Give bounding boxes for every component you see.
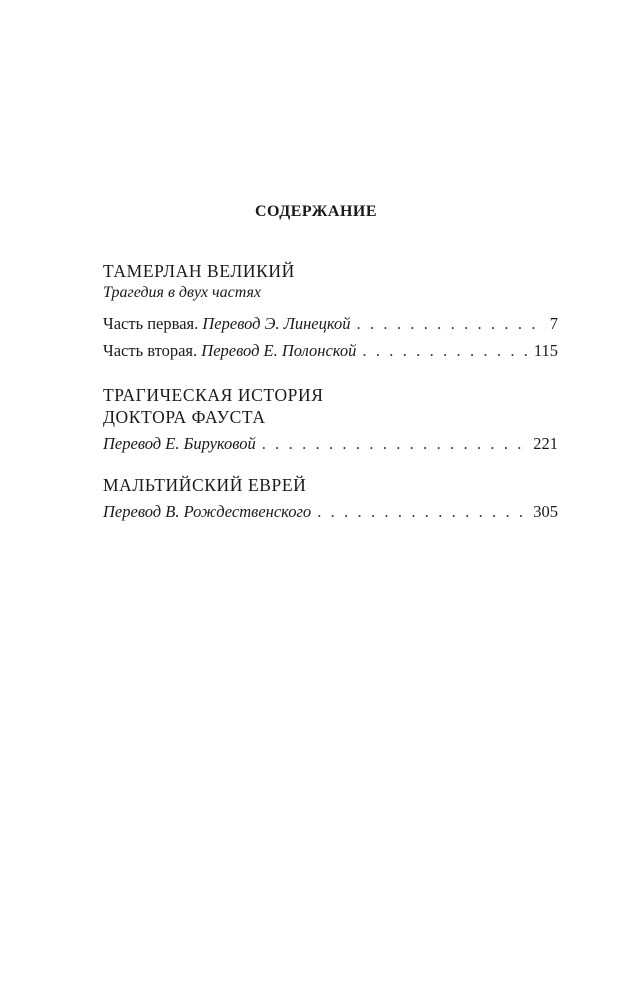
work-title: ТАМЕРЛАН ВЕЛИКИЙ [103,261,295,281]
work-title-line-1: ТРАГИЧЕСКАЯ ИСТОРИЯ [103,385,324,405]
toc-entry[interactable] [103,433,558,455]
entry-label [103,501,311,523]
dot-leader [317,501,529,523]
work-title: МАЛЬТИЙСКИЙ ЕВРЕЙ [103,475,307,495]
toc-entry[interactable] [103,313,558,335]
translator-credit: Перевод Э. Линецкой [202,314,351,333]
dot-leader [356,313,545,335]
dot-leader [262,433,530,455]
toc-entry[interactable] [103,340,558,362]
toc-heading: СОДЕРЖАНИЕ [254,203,378,220]
work-subtitle: Трагедия в двух частях [103,284,261,301]
toc-work-tamburlaine [103,260,558,362]
page-number: 7 [549,314,558,333]
dot-leader [362,340,529,362]
toc-work-jew-of-malta [103,474,558,523]
translator-credit: Перевод В. Рождественского [103,502,312,521]
entry-label: Часть первая. Перевод Э. Линецкой [103,314,351,333]
translator-credit: Перевод Е. Полонской [201,341,357,360]
translator-credit: Перевод Е. Бируковой [103,434,256,453]
toc-work-faustus [103,384,558,455]
page-number: 305 [533,502,558,521]
entry-label: Часть вторая. Перевод Е. Полонской [103,341,357,360]
page-number: 221 [533,434,558,453]
entry-label [103,433,256,455]
page-number: 115 [533,341,558,360]
toc-entry[interactable] [103,501,558,523]
work-title-line-2: ДОКТОРА ФАУСТА [103,407,266,427]
